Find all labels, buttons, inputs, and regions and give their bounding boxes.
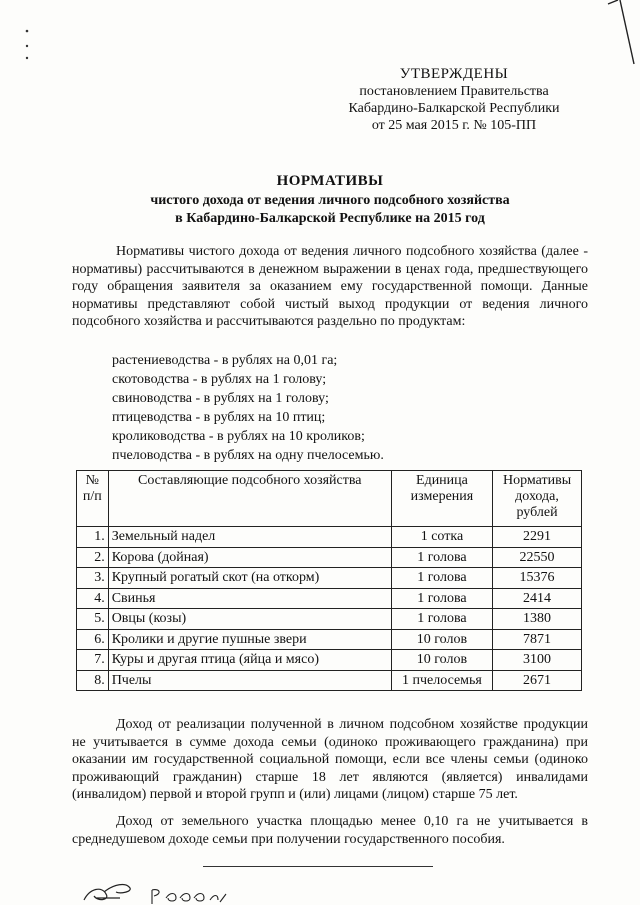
row-unit: 1 голова	[391, 609, 492, 630]
table-row	[77, 609, 582, 630]
row-name: Кролики и другие пушные звери	[108, 629, 391, 650]
row-num: 1.	[77, 527, 109, 548]
product-item: пчеловодства - в рублях на одну пчелосемью.	[112, 448, 384, 463]
land-paragraph	[72, 813, 588, 848]
row-num: 5.	[77, 609, 109, 630]
approval-line: постановлением Правительства	[359, 84, 549, 99]
margin-dots	[24, 28, 30, 68]
approval-date: от 25 мая 2015 г. № 105-ПП	[371, 118, 537, 133]
table-row	[77, 547, 582, 568]
approval-block	[324, 66, 584, 134]
approval-line: Кабардино-Балкарской Республики	[348, 101, 560, 116]
row-value: 2414	[493, 588, 582, 609]
table-header-row	[77, 471, 582, 527]
row-value: 2291	[493, 527, 582, 548]
approval-heading: УТВЕРЖДЕНЫ	[399, 66, 509, 82]
title-line: в Кабардино-Балкарской Республике на 2015 год	[175, 211, 485, 226]
row-value: 3100	[493, 650, 582, 671]
row-name: Овцы (козы)	[108, 609, 391, 630]
product-item: птицеводства - в рублях на 10 птиц;	[112, 410, 326, 425]
header-num	[77, 471, 109, 527]
row-unit: 1 голова	[391, 568, 492, 589]
row-num: 2.	[77, 547, 109, 568]
row-value: 2671	[493, 670, 582, 691]
row-name: Земельный надел	[108, 527, 391, 548]
row-name: Крупный рогатый скот (на откорм)	[108, 568, 391, 589]
table-row	[77, 629, 582, 650]
product-item: кролиководства - в рублях на 10 кроликов;	[112, 429, 365, 444]
row-name: Пчелы	[108, 670, 391, 691]
product-list	[112, 351, 384, 465]
row-value: 22550	[493, 547, 582, 568]
income-paragraph	[72, 716, 588, 804]
title-main: НОРМАТИВЫ	[276, 173, 384, 189]
intro-paragraph	[72, 243, 588, 331]
product-item: растениеводства - в рублях на 0,01 га;	[112, 353, 338, 368]
row-num: 3.	[77, 568, 109, 589]
header-name: Составляющие подсобного хозяйства	[108, 471, 391, 527]
table-row	[77, 568, 582, 589]
row-unit: 10 голов	[391, 650, 492, 671]
row-value: 1380	[493, 609, 582, 630]
row-unit: 1 сотка	[391, 527, 492, 548]
row-name: Свинья	[108, 588, 391, 609]
header-unit	[391, 471, 492, 527]
table-row	[77, 670, 582, 691]
header-value-line: Нормативы	[502, 473, 572, 488]
row-num: 4.	[77, 588, 109, 609]
corner-pen-mark	[606, 0, 636, 70]
income-text: Доход от реализации полученной в личном подсобном хозяйстве продукции не учитывается в сумме дохода семьи (одиноко проживающего гражданина) при оказании им государственной социальной помощи, если все члены семьи (одиноко проживающий гражданин) старше 18 лет являются (является) инвалидами (инвалидом) первой и второй групп и (или) лицами (лицом) старше 75 лет.	[72, 717, 588, 802]
product-item: свиноводства - в рублях на 1 голову;	[112, 391, 329, 406]
header-unit-line: Единица	[416, 473, 468, 488]
row-num: 8.	[77, 670, 109, 691]
row-unit: 1 голова	[391, 588, 492, 609]
product-item: скотоводства - в рублях на 1 голову;	[112, 372, 327, 387]
title-line: чистого дохода от ведения личного подсобного хозяйства	[150, 193, 510, 208]
row-name: Куры и другая птица (яйца и мясо)	[108, 650, 391, 671]
norms-table	[76, 470, 582, 691]
land-text: Доход от земельного участка площадью менее 0,10 га не учитывается в среднедушевом доходе семьи при получении государственного пособия.	[72, 814, 588, 847]
table-row	[77, 588, 582, 609]
header-value-line: дохода,	[515, 489, 559, 504]
row-unit: 1 голова	[391, 547, 492, 568]
separator-line	[203, 866, 433, 867]
row-num: 6.	[77, 629, 109, 650]
row-value: 7871	[493, 629, 582, 650]
document-title	[70, 172, 590, 228]
table-row	[77, 527, 582, 548]
header-num-line: №	[85, 473, 100, 488]
row-unit: 1 пчелосемья	[391, 670, 492, 691]
header-num-line: п/п	[82, 489, 102, 504]
handwritten-signature	[80, 880, 280, 905]
row-name: Корова (дойная)	[108, 547, 391, 568]
row-num: 7.	[77, 650, 109, 671]
header-unit-line: измерения	[410, 489, 474, 504]
row-unit: 10 голов	[391, 629, 492, 650]
table-row	[77, 650, 582, 671]
row-value: 15376	[493, 568, 582, 589]
header-value	[493, 471, 582, 527]
header-value-line: рублей	[516, 505, 558, 520]
intro-text: Нормативы чистого дохода от ведения личного подсобного хозяйства (далее - нормативы) рассчитываются в денежном выражении в ценах года, предшествующего году обращения заявителя за оказанием ему государственной помощи. Данные нормативы представляют собой чистый выход продукции от ведения личного подсобного хозяйства и рассчитываются раздельно по продуктам:	[72, 244, 588, 329]
